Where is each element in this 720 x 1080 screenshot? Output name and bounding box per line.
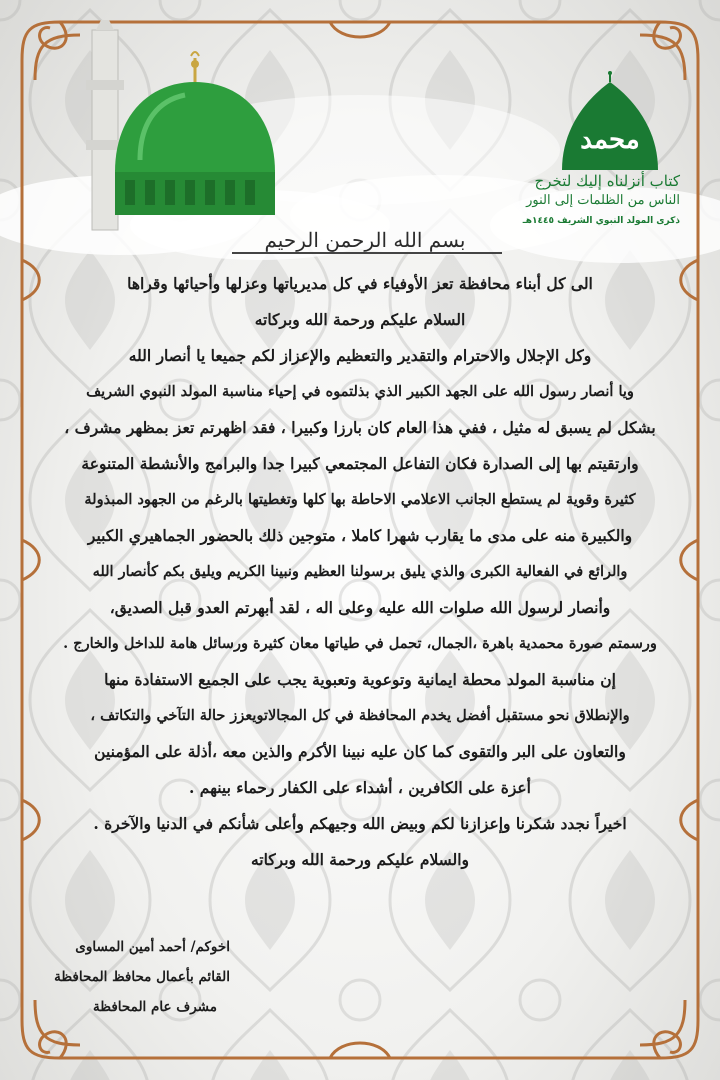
letter-line: وكل الإجلال والاحترام والتقدير والتعظيم والإعزاز لكم جميعا يا أنصار الله	[128, 346, 592, 365]
signature-block	[54, 932, 230, 1022]
green-dome-image	[60, 20, 290, 245]
letter-line: الى كل أبناء محافظة تعز الأوفياء في كل مديرياتها وعزلها وأحيائها وقراها	[127, 274, 593, 293]
letter-line: السلام عليكم ورحمة الله وبركاته	[254, 310, 466, 329]
mawlid-logo	[522, 70, 680, 240]
letter-line: بشكل لم يسبق له مثيل ، ففي هذا العام كان بارزا وكبيرا ، فقد اظهرتم تعز بمظهر مشرف ،	[64, 418, 656, 437]
basmala-underline	[232, 252, 502, 254]
letter-line: كثيرة وقوية لم يستطع الجانب الاعلامي الاحاطة بها كلها وتغطيتها بالرغم من الجهود المبذولة	[84, 491, 636, 508]
letter-line: والتعاون على البر والتقوى كما كان عليه نبينا الأكرم والذين معه ،أذلة على المؤمنين	[94, 742, 626, 761]
logo-caption: ذكرى المولد النبوي الشريف ١٤٤٥هـ	[522, 216, 680, 226]
logo-verse-line2: الناس من الظلمات إلى النور	[526, 193, 680, 208]
letter-line: وأنصار لرسول الله صلوات الله عليه وعلى اله ، لقد أبهرتم العدو قبل الصديق،	[109, 598, 611, 617]
letter-line: والكبيرة منه على مدى ما يقارب شهرا كاملا ، متوجين ذلك بالحضور الجماهيري الكبير	[87, 526, 633, 545]
letter-line: والإنطلاق نحو مستقبل أفضل يخدم المحافظة في كل المجالاتويعزز حالة التآخي والتكاتف ،	[90, 707, 630, 724]
letter-line: إن مناسبة المولد محطة ايمانية وتوعوية وتعبوية يجب على الجميع الاستفادة منها	[104, 670, 616, 689]
letter-line: والرائع في الفعالية الكبرى والذي يليق برسولنا العظيم ونبينا الكريم ويليق بكم كأنصار الله	[92, 563, 628, 580]
letter-line: والسلام عليكم ورحمة الله وبركاته	[250, 850, 470, 869]
letter-body	[30, 266, 690, 878]
letter-line: ورسمتم صورة محمدية باهرة ،الجمال، تحمل في طياتها معان كثيرة ورسائل هامة للداخل والخارج .	[63, 635, 657, 652]
logo-verse-line1: كتاب أنزلناه إليك لتخرج	[534, 172, 680, 190]
signature-title: القائم بأعمال محافظ المحافظة	[54, 969, 230, 985]
basmala: بسم الله الرحمن الرحيم	[264, 228, 466, 252]
signature-role: مشرف عام المحافظة	[93, 999, 217, 1015]
logo-name: محمد	[580, 125, 640, 155]
letter-line: ويا أنصار رسول الله على الجهد الكبير الذي بذلتموه في إحياء مناسبة المولد النبوي الشريف	[86, 383, 634, 400]
letter-line: اخيراً نجدد شكرنا وإعزازنا لكم وبيض الله وجيهكم وأعلى شأنكم في الدنيا والآخرة .	[93, 814, 627, 833]
letter-line: أعزة على الكافرين ، أشداء على الكفار رحماء بينهم .	[188, 778, 531, 797]
signature-name: اخوكم/ أحمد أمين المساوى	[75, 939, 230, 955]
letter-line: وارتقيتم بها إلى الصدارة فكان التفاعل المجتمعي كبيرا جدا والبرامج والأنشطة المتنوعة	[81, 454, 639, 473]
